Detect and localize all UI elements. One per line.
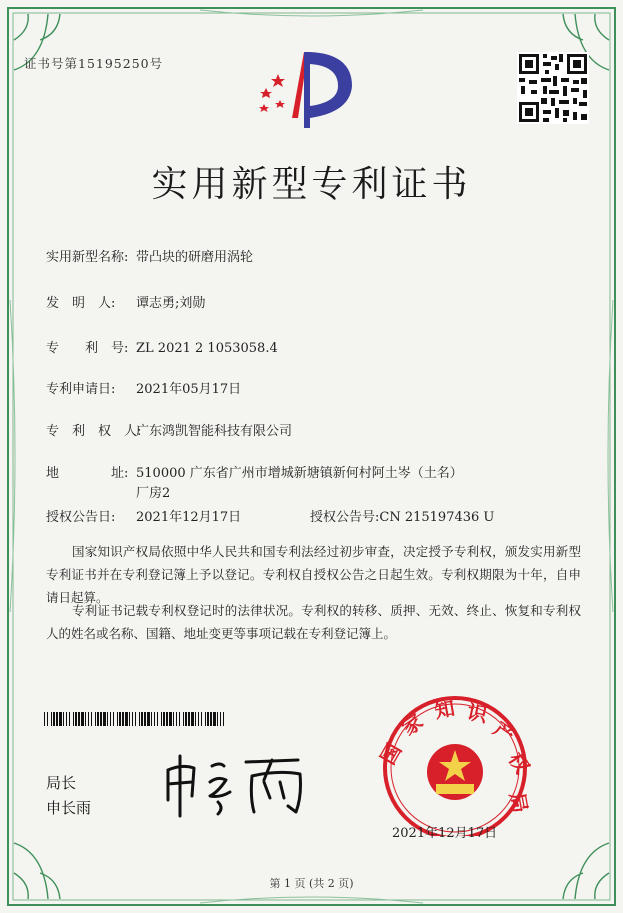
svg-text:家: 家	[397, 708, 428, 741]
cnipa-logo-icon	[252, 48, 362, 130]
field-label: 授权公告日:	[46, 510, 116, 525]
field-value: 带凸块的研磨用涡轮	[136, 250, 254, 265]
field-value: ZL 2021 2 1053058.4	[136, 341, 278, 356]
field-value: 广东鸿凯智能科技有限公司	[136, 424, 293, 439]
field-value: 谭志勇;刘勋	[136, 296, 206, 311]
field-label: 专 利 号:	[46, 341, 129, 356]
field-patent-number	[46, 337, 278, 356]
director-role: 局长	[46, 774, 77, 792]
field-utility-model-name	[46, 246, 253, 265]
field-application-date	[46, 378, 241, 397]
field-patentee	[46, 420, 292, 439]
official-seal-icon	[370, 686, 540, 836]
field-label: 专利申请日:	[46, 382, 116, 397]
director-name: 申长雨	[46, 799, 92, 817]
paragraph-2: 专利证书记载专利权登记时的法律状况。专利权的转移、质押、无效、终止、恢复和专利权人的姓名或名称、国籍、地址变更等事项记载在专利登记簿上。	[46, 603, 581, 641]
svg-text:国: 国	[375, 739, 407, 769]
svg-text:局: 局	[505, 790, 533, 815]
svg-text:知: 知	[432, 695, 457, 723]
certificate-number: 证书号第15195250号	[24, 56, 164, 71]
field-value: 2021年05月17日	[136, 382, 242, 397]
field-address-line2: 厂房2	[136, 486, 171, 501]
field-grant-date	[46, 506, 241, 525]
field-label: 发 明 人:	[46, 296, 116, 311]
field-value: 2021年12月17日	[136, 510, 242, 525]
field-address	[46, 462, 463, 481]
svg-text:识: 识	[464, 699, 490, 728]
field-label: 专 利 权 人:	[46, 424, 142, 439]
barcode-icon	[44, 712, 226, 726]
field-value: CN 215197436 U	[379, 510, 495, 525]
certificate-title: 实用新型专利证书	[151, 164, 472, 205]
svg-text:产: 产	[489, 716, 520, 748]
field-label: 授权公告号:	[310, 510, 380, 525]
paragraph-1: 国家知识产权局依照中华人民共和国专利法经过初步审查，决定授予专利权，颁发实用新型专利证书并在专利登记簿上予以登记。专利权自授权公告之日起生效。专利权期限为十年，自申请日起算。	[46, 544, 581, 605]
field-value: 510000 广东省广州市增城新塘镇新何村阿土岑（土名）	[136, 466, 463, 481]
handwritten-signature-icon	[160, 752, 320, 822]
svg-text:权: 权	[503, 747, 535, 778]
page-number: 第 1 页 (共 2 页)	[269, 877, 354, 890]
seal-date: 2021年12月17日	[392, 826, 498, 841]
field-label: 地 址:	[46, 466, 129, 481]
field-inventors	[46, 292, 205, 311]
field-grant-number	[310, 506, 494, 525]
field-label: 实用新型名称:	[46, 250, 129, 265]
qr-code-icon	[517, 52, 589, 124]
